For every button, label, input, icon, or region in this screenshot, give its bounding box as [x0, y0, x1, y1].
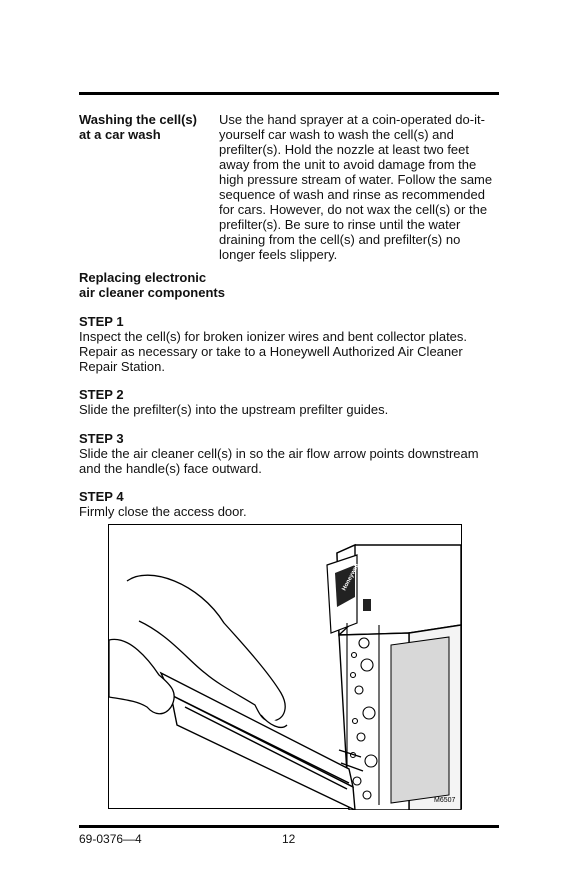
- document-number: 69-0376—4: [79, 832, 142, 846]
- brand-logo: Honeywell: [341, 562, 361, 592]
- top-rule: [79, 92, 499, 95]
- step-label: STEP 2: [79, 387, 124, 402]
- section-heading-car-wash: Washing the cell(s) at a car wash: [79, 112, 197, 142]
- mesh-panel: [391, 637, 449, 803]
- power-switch: [363, 599, 371, 611]
- section-heading-replacing: Replacing electronic air cleaner components: [79, 270, 225, 300]
- step-label: STEP 1: [79, 314, 124, 329]
- step-3: STEP 3 Slide the air cleaner cell(s) in so the air flow arrow points downstream and the handle(s) face outward.: [79, 431, 499, 476]
- cell-installation-illustration: [108, 524, 462, 809]
- page-number: 12: [282, 832, 296, 846]
- car-wash-instructions: Use the hand sprayer at a coin-operated do-it- yourself car wash to wash the cell(s) and prefilter(s). Hold the nozzle at least two feet away from the unit to avoid damage from the high pressure stream of water. Follow the same sequence of wash and rinse as recommended for cars. However, do not wax the cell(s) or the prefilter(s). Be sure to rinse until the water draining from the cell(s) and prefilter(s) no longer feels slippery.: [219, 112, 493, 262]
- step-2: STEP 2 Slide the prefilter(s) into the upstream prefilter guides.: [79, 387, 499, 417]
- step-1: STEP 1 Inspect the cell(s) for broken ionizer wires and bent collector plates. Repair as necessary or take to a Honeywell Authorized Air Cleaner Repair Station.: [79, 314, 499, 374]
- bottom-rule: [79, 825, 499, 828]
- figure-code: M6507: [434, 797, 456, 804]
- illustration-drawing: [109, 525, 463, 810]
- step-label: STEP 3: [79, 431, 124, 446]
- step-label: STEP 4: [79, 489, 124, 504]
- step-4: STEP 4 Firmly close the access door.: [79, 489, 499, 519]
